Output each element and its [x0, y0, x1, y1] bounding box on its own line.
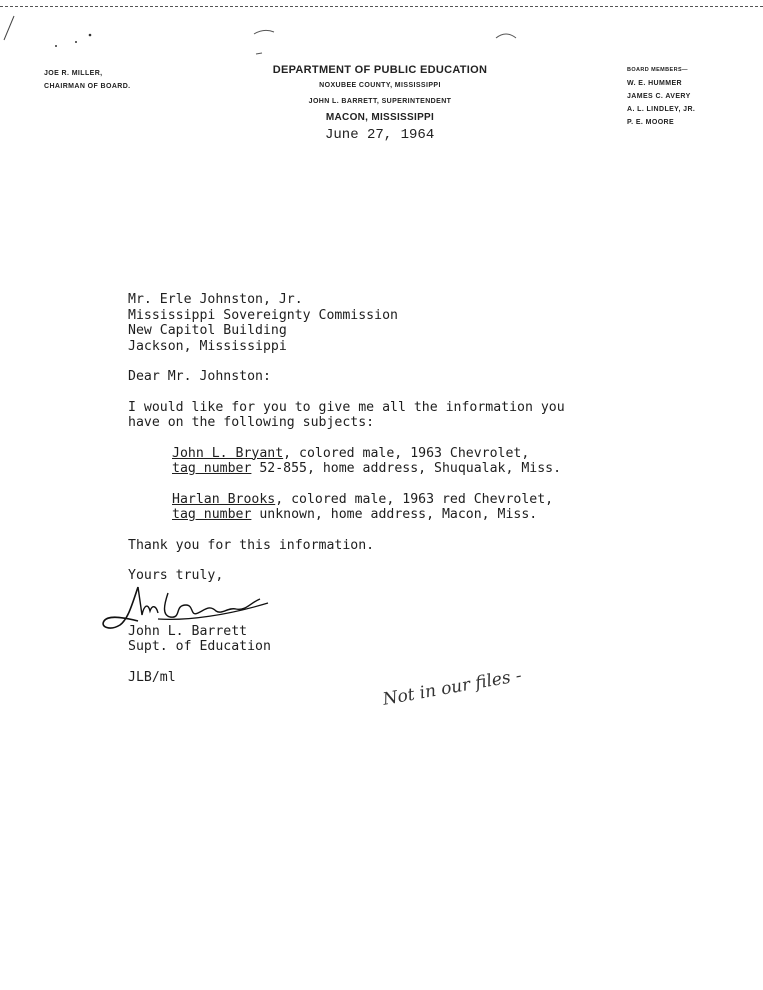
- board-member: W. E. HUMMER: [627, 80, 682, 87]
- subject-detail: , colored male, 1963 Chevrolet,: [283, 445, 530, 461]
- top-border: [0, 0, 763, 7]
- subject-detail: unknown, home address, Macon, Miss.: [251, 507, 538, 522]
- chairman-block: [44, 67, 131, 93]
- signer-title: Supt. of Education: [128, 639, 271, 654]
- closing-thanks: Thank you for this information.: [128, 537, 375, 553]
- handwritten-note: Not in our files -: [381, 665, 524, 710]
- letterhead-center: [250, 62, 510, 126]
- subject-tag-label: tag number: [172, 461, 252, 476]
- subject-line: [128, 492, 688, 508]
- subject-name: John L. Bryant: [172, 445, 284, 461]
- subject-name: Harlan Brooks: [172, 491, 276, 507]
- board-label: BOARD MEMBERS—: [627, 67, 688, 73]
- superintendent-name: JOHN L. BARRETT, SUPERINTENDENT: [308, 98, 452, 105]
- chairman-name: JOE R. MILLER,: [44, 70, 103, 77]
- board-member: A. L. LINDLEY, JR.: [627, 106, 696, 113]
- board-member: P. E. MOORE: [627, 119, 675, 126]
- specks-mark: [48, 30, 98, 50]
- address-line: Jackson, Mississippi: [128, 338, 287, 354]
- subject-line: [128, 446, 688, 462]
- subject-line: [128, 507, 688, 523]
- board-members-block: [627, 64, 695, 129]
- subject-line: [128, 461, 688, 477]
- city-name: MACON, MISSISSIPPI: [325, 112, 435, 123]
- signature-mark: [98, 575, 278, 635]
- body-line: I would like for you to give me all the information you: [128, 399, 565, 415]
- header-arc-left: [250, 24, 280, 64]
- address-line: New Capitol Building: [128, 323, 287, 338]
- subject-tag-label: tag number: [172, 507, 252, 522]
- county-name: NOXUBEE COUNTY, MISSISSIPPI: [319, 82, 441, 89]
- address-line: Mississippi Sovereignty Commission: [128, 307, 398, 323]
- board-member: JAMES C. AVERY: [627, 93, 691, 100]
- address-line: Mr. Erle Johnston, Jr.: [128, 292, 303, 307]
- department-name: DEPARTMENT OF PUBLIC EDUCATION: [272, 64, 488, 76]
- signer-name: John L. Barrett: [128, 623, 248, 639]
- header-arc-right: [494, 28, 524, 48]
- subject-detail: 52-855, home address, Shuqualak, Miss.: [251, 461, 562, 476]
- salutation: Dear Mr. Johnston:: [128, 369, 271, 384]
- chairman-title: CHAIRMAN OF BOARD.: [44, 83, 131, 90]
- body-line: have on the following subjects:: [128, 415, 375, 430]
- initials: JLB/ml: [128, 669, 176, 685]
- subject-detail: , colored male, 1963 red Chevrolet,: [275, 491, 554, 507]
- closing: Yours truly,: [128, 568, 224, 583]
- letter-date: June 27, 1964: [325, 127, 435, 143]
- corner-pen-mark: [0, 14, 20, 44]
